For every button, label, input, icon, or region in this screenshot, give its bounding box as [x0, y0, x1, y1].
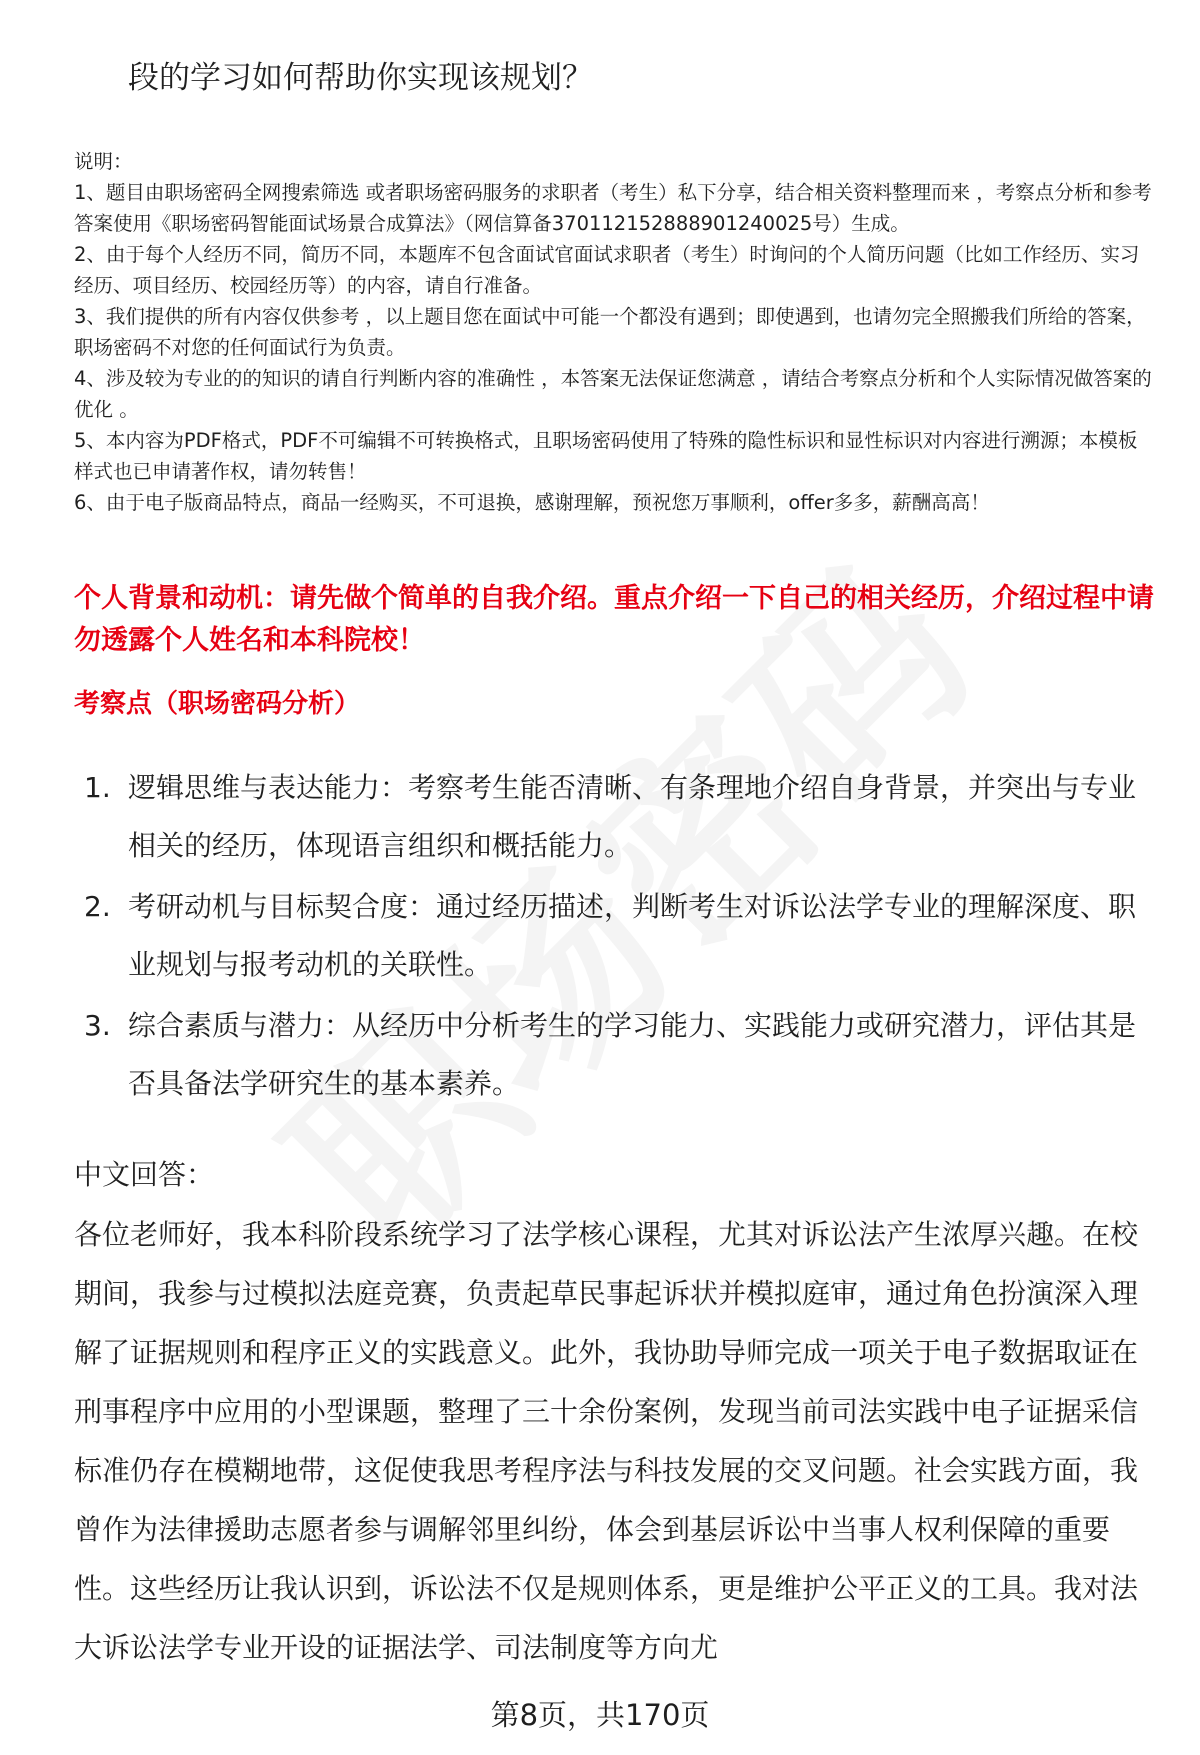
notes-block [74, 146, 1154, 518]
analysis-point-number: 2. [84, 890, 111, 923]
page-number: 第8页，共170页 [490, 1698, 710, 1732]
analysis-point-number: 1. [84, 771, 111, 804]
notes-item-5: 5、本内容为PDF格式，PDF不可编辑不可转换格式，且职场密码使用了特殊的隐性标识和显性标识对内容进行溯源；本模板样式也已申请著作权，请勿转售！ [74, 429, 1138, 483]
analysis-point [84, 759, 1154, 875]
notes-item-2: 2、由于每个人经历不同，简历不同，本题库不包含面试官面试求职者（考生）时询问的个人简历问题（比如工作经历、实习经历、项目经历、校园经历等）的内容，请自行准备。 [74, 243, 1140, 297]
answer-label: 中文回答： [74, 1158, 215, 1191]
answer-body: 各位老师好，我本科阶段系统学习了法学核心课程，尤其对诉讼法产生浓厚兴趣。在校期间，我参与过模拟法庭竞赛，负责起草民事起诉状并模拟庭审，通过角色扮演深入理解了证据规则和程序正义的实践意义。此外，我协助导师完成一项关于电子数据取证在刑事程序中应用的小型课题，整理了三十余份案例，发现当前司法实践中电子证据采信标准仍存在模糊地带，这促使我思考程序法与科技发展的交叉问题。社会实践方面，我曾作为法律援助志愿者参与调解邻里纠纷，体会到基层诉讼中当事人权利保障的重要性。这些经历让我认识到，诉讼法不仅是规则体系，更是维护公平正义的工具。我对法大诉讼法学专业开设的证据法学、司法制度等方向尤 [74, 1218, 1139, 1664]
analysis-points-list [84, 759, 1154, 1116]
question-continuation: 段的学习如何帮助你实现该规划？ [128, 60, 593, 96]
analysis-point [84, 878, 1154, 994]
notes-item-4: 4、涉及较为专业的的知识的请自行判断内容的准确性 ，本答案无法保证您满意 ，请结合考察点分析和个人实际情况做答案的优化 。 [74, 367, 1152, 421]
notes-item-3: 3、我们提供的所有内容仅供参考 ，以上题目您在面试中可能一个都没有遇到；即使遇到，也请勿完全照搬我们所给的答案，职场密码不对您的任何面试行为负责。 [74, 305, 1146, 359]
analysis-point-text: 综合素质与潜力：从经历中分析考生的学习能力、实践能力或研究潜力，评估其是否具备法学研究生的基本素养。 [128, 1009, 1137, 1100]
analysis-point-text: 考研动机与目标契合度：通过经历描述，判断考生对诉讼法学专业的理解深度、职业规划与报考动机的关联性。 [128, 890, 1137, 981]
notes-item-1: 1、题目由职场密码全网搜索筛选 或者职场密码服务的求职者（考生）私下分享，结合相关资料整理而来 ，考察点分析和参考答案使用《职场密码智能面试场景合成算法》（网信算备370112152888901240025号）生成。 [74, 181, 1152, 235]
notes-item-6: 6、由于电子版商品特点，商品一经购买，不可退换，感谢理解，预祝您万事顺利，offer多多，薪酬高高！ [74, 491, 990, 514]
notes-title: 说明： [74, 150, 133, 173]
analysis-point [84, 997, 1154, 1113]
analysis-title: 考察点（职场密码分析） [74, 689, 361, 719]
question-heading: 个人背景和动机：请先做个简单的自我介绍。重点介绍一下自己的相关经历，介绍过程中请勿透露个人姓名和本科院校！ [74, 583, 1154, 656]
analysis-point-text: 逻辑思维与表达能力：考察考生能否清晰、有条理地介绍自身背景，并突出与专业相关的经历，体现语言组织和概括能力。 [128, 771, 1137, 862]
analysis-point-number: 3. [84, 1009, 111, 1042]
